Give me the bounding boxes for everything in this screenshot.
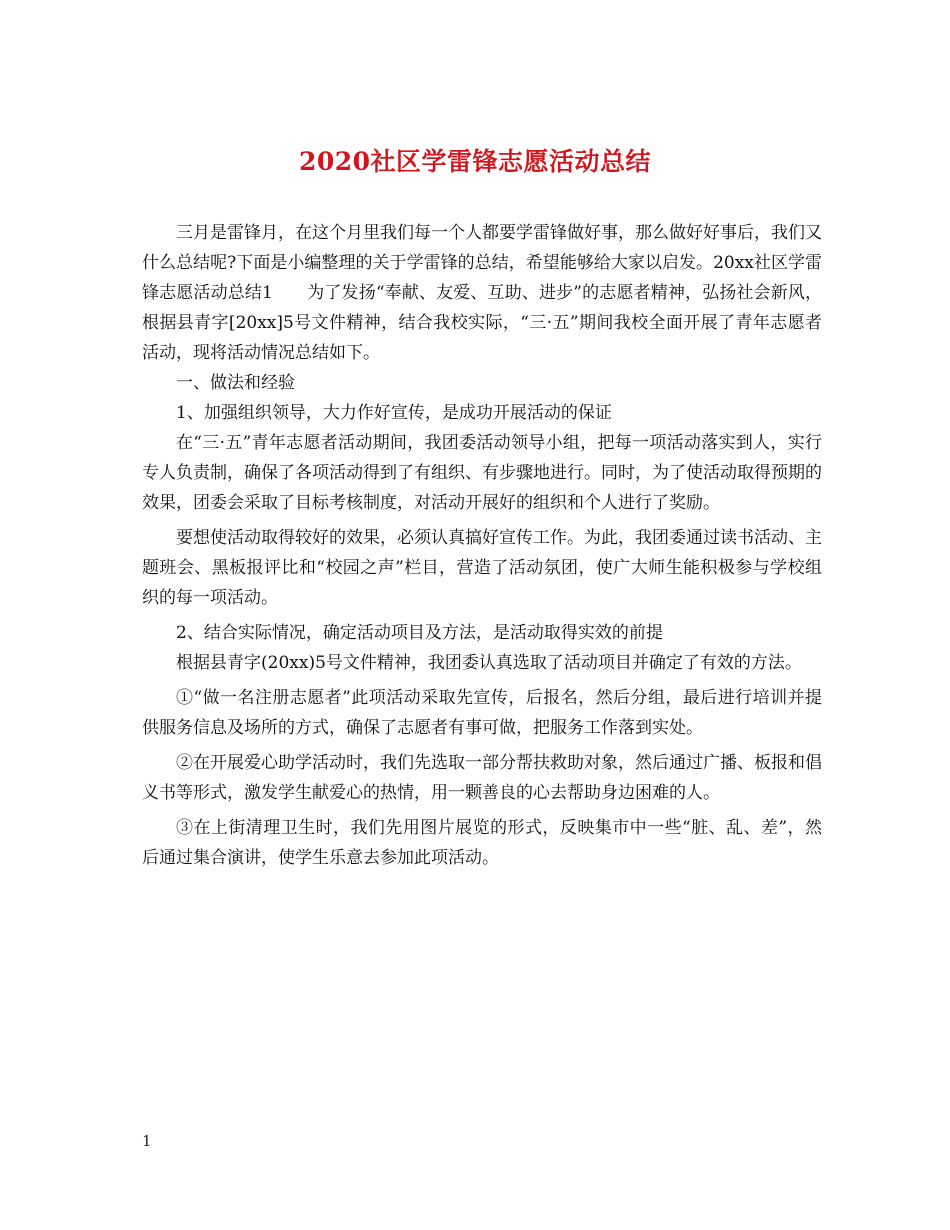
subheading-practical: 2、结合实际情况，确定活动项目及方法，是活动取得实效的前提 — [176, 623, 663, 643]
paragraph-file-spirit: 根据县青字(20xx)5号文件精神，我团委认真选取了活动项目并确定了有效的方法。 — [176, 653, 802, 673]
subheading-organization: 1、加强组织领导，大力作好宣传，是成功开展活动的保证 — [176, 403, 612, 423]
document-title: 2020社区学雷锋志愿活动总结 — [298, 147, 652, 176]
list-item-registered-volunteer: ①“做一名注册志愿者”此项活动采取先宣传，后报名，然后分组，最后进行培训并提供服务信息及场所的方式，确保了志愿者有事可做，把服务工作落到实处。 — [142, 688, 822, 738]
list-item-street-cleaning: ③在上街清理卫生时，我们先用图片展览的形式，反映集市中一些“脏、乱、差”，然后通过集合演讲，使学生乐意去参加此项活动。 — [142, 818, 822, 868]
document-body — [142, 218, 822, 873]
paragraph-organization: 在“三·五”青年志愿者活动期间，我团委活动领导小组，把每一项活动落实到人，实行专人负责制，确保了各项活动得到了有组织、有步骤地进行。同时，为了使活动取得预期的效果，团委会采取了目标考核制度，对活动开展好的组织和个人进行了奖励。 — [142, 433, 822, 513]
page-number: 1 — [142, 1132, 152, 1150]
paragraph-publicity: 要想使活动取得较好的效果，必须认真搞好宣传工作。为此，我团委通过读书活动、主题班会、黑板报评比和“校园之声”栏目，营造了活动氛团，使广大师生能积极参与学校组织的每一项活动。 — [142, 528, 822, 608]
section-heading-methods: 一、做法和经验 — [176, 373, 295, 393]
list-item-charity-study: ②在开展爱心助学活动时，我们先选取一部分帮扶救助对象，然后通过广播、板报和倡义书等形式，激发学生献爱心的热情，用一颗善良的心去帮助身边困难的人。 — [142, 753, 822, 803]
paragraph-intro: 三月是雷锋月，在这个月里我们每一个人都要学雷锋做好事，那么做好好事后，我们又什么总结呢?下面是小编整理的关于学雷锋的总结，希望能够给大家以启发。20xx社区学雷锋志愿活动总结1 为了发扬“奉献、友爱、互助、进步”的志愿者精神，弘扬社会新风，根据县青字[20xx]5号文件精神，结合我校实际，“三·五”期间我校全面开展了青年志愿者活动，现将活动情况总结如下。 — [142, 223, 822, 363]
